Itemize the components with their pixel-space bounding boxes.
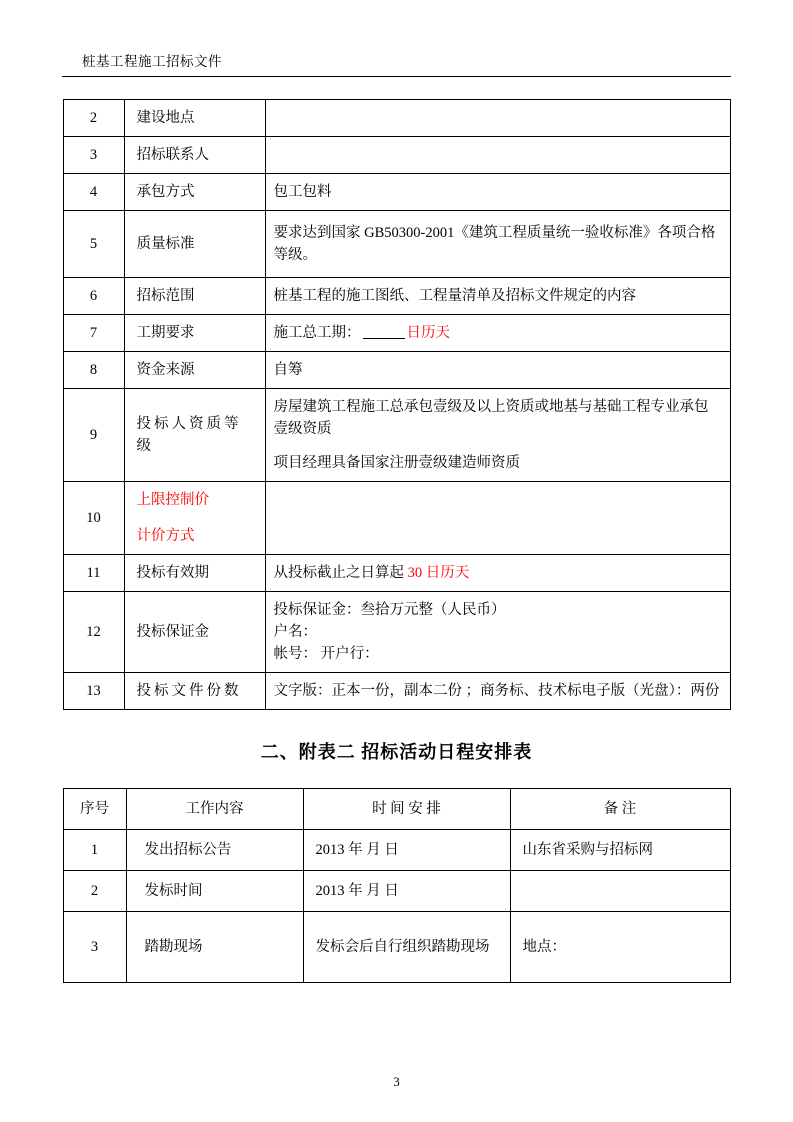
row-value [265, 100, 730, 137]
row-work: 发出招标公告 [126, 830, 303, 871]
validity-days: 30 日历天 [407, 565, 470, 581]
table-row [63, 673, 730, 710]
table-row [63, 174, 730, 211]
row-item: 投标有效期 [124, 555, 265, 592]
price-cap-line-2: 计价方式 [136, 528, 195, 544]
row-number: 3 [63, 137, 124, 174]
column-header-remark: 备 注 [510, 789, 730, 830]
row-number: 12 [63, 592, 124, 673]
table-row [63, 555, 730, 592]
table-row [63, 871, 730, 912]
validity-prefix: 从投标截止之日算起 [273, 565, 408, 581]
section-title: 二、附表二 招标活动日程安排表 [260, 742, 533, 762]
table-row [63, 137, 730, 174]
row-number: 5 [63, 211, 124, 278]
bid-summary-table [63, 99, 731, 710]
price-cap-line-1: 上限控制价 [136, 492, 209, 508]
row-item [124, 482, 265, 555]
row-number: 2 [63, 871, 126, 912]
row-item: 招标范围 [124, 278, 265, 315]
page-number: 3 [393, 1074, 400, 1089]
column-header-work: 工作内容 [126, 789, 303, 830]
row-item: 投标保证金 [124, 592, 265, 673]
row-number: 3 [63, 912, 126, 983]
row-remark [510, 871, 730, 912]
row-value [265, 555, 730, 592]
row-time: 2013 年 月 日 [303, 830, 510, 871]
row-item: 资金来源 [124, 352, 265, 389]
row-value [265, 315, 730, 352]
row-number: 11 [63, 555, 124, 592]
document-header: 桩基工程施工招标文件 [62, 52, 731, 77]
table-row [63, 352, 730, 389]
row-number: 7 [63, 315, 124, 352]
row-item: 工期要求 [124, 315, 265, 352]
row-value [265, 482, 730, 555]
row-number: 8 [63, 352, 124, 389]
row-number: 10 [63, 482, 124, 555]
row-time: 发标会后自行组织踏勘现场 [303, 912, 510, 983]
row-value: 文字版：正本一份，副本二份 ；商务标、技术标电子版（光盘）：两份 [265, 673, 730, 710]
duration-label: 施工总工期： [273, 325, 361, 341]
deposit-account-number: 帐号： 开户行： [273, 646, 379, 662]
schedule-table [63, 788, 731, 983]
row-number: 13 [63, 673, 124, 710]
qualification-line-2: 项目经理具备国家注册壹级建造师资质 [273, 455, 520, 471]
row-number: 4 [63, 174, 124, 211]
row-number: 6 [63, 278, 124, 315]
qualification-line-1: 房屋建筑工程施工总承包壹级及以上资质或地基与基础工程专业承包壹级资质 [273, 399, 709, 437]
duration-unit: 日历天 [406, 325, 450, 341]
table-header-row [63, 789, 730, 830]
column-header-no: 序号 [63, 789, 126, 830]
row-value: 自筹 [265, 352, 730, 389]
row-time: 2013 年 月 日 [303, 871, 510, 912]
table-row [63, 389, 730, 482]
row-remark: 地点： [510, 912, 730, 983]
row-work: 踏勘现场 [126, 912, 303, 983]
fill-in-blank [363, 338, 405, 339]
table-row [63, 100, 730, 137]
row-number: 2 [63, 100, 124, 137]
table-row [63, 315, 730, 352]
row-remark: 山东省采购与招标网 [510, 830, 730, 871]
row-item: 投标文件份数 [124, 673, 265, 710]
row-value: 包工包料 [265, 174, 730, 211]
row-value: 要求达到国家 GB50300-2001《建筑工程质量统一验收标准》各项合格等级。 [265, 211, 730, 278]
row-item: 建设地点 [124, 100, 265, 137]
row-item: 质量标准 [124, 211, 265, 278]
column-header-time: 时 间 安 排 [303, 789, 510, 830]
row-value [265, 137, 730, 174]
row-value: 桩基工程的施工图纸、工程量清单及招标文件规定的内容 [265, 278, 730, 315]
row-item: 承包方式 [124, 174, 265, 211]
row-item: 投标人资质等级 [124, 389, 265, 482]
row-value [265, 389, 730, 482]
row-item: 招标联系人 [124, 137, 265, 174]
row-number: 9 [63, 389, 124, 482]
deposit-amount: 投标保证金：叁拾万元整（人民币） [273, 602, 506, 618]
row-number: 1 [63, 830, 126, 871]
table-row [63, 278, 730, 315]
row-value [265, 592, 730, 673]
deposit-account-name: 户名： [273, 624, 317, 640]
table-row [63, 912, 730, 983]
table-row [63, 211, 730, 278]
table-row [63, 482, 730, 555]
table-row [63, 592, 730, 673]
table-row [63, 830, 730, 871]
row-work: 发标时间 [126, 871, 303, 912]
